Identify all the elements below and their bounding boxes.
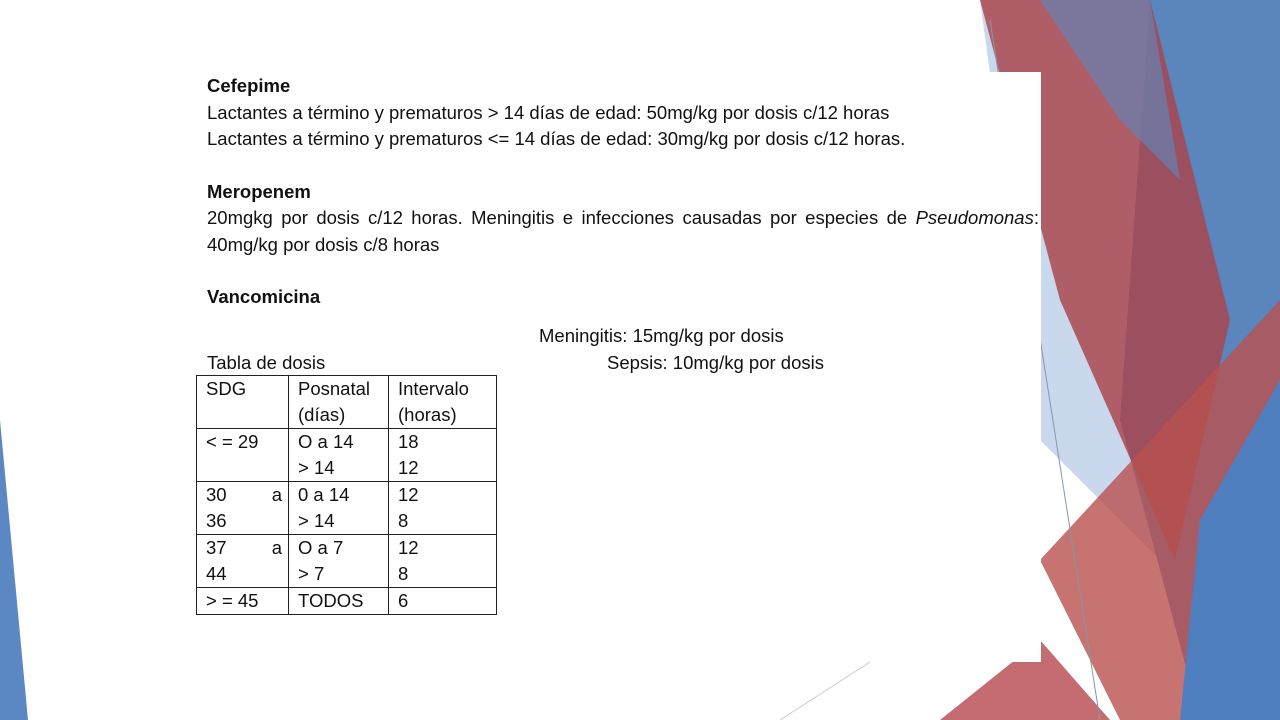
sdg-value-end: 44	[206, 562, 227, 584]
posnatal-cell	[289, 587, 389, 614]
intervalo-value: 12	[398, 483, 419, 505]
dose-sepsis: Sepsis: 10mg/kg por dosis	[607, 351, 824, 373]
cefepime-line-2: Lactantes a término y prematuros <= 14 días de edad: 30mg/kg por dosis c/12 horas.	[207, 128, 906, 149]
cefepime-title: Cefepime	[207, 75, 291, 96]
sdg-value: < = 29	[206, 430, 259, 452]
posnatal-cell	[289, 481, 389, 534]
table-row	[197, 534, 497, 587]
dose-meningitis: Meningitis: 15mg/kg por dosis	[539, 324, 784, 346]
cefepime-line-1: Lactantes a término y prematuros > 14 días de edad: 50mg/kg por dosis c/12 horas	[207, 101, 890, 123]
sdg-range-start	[206, 535, 282, 561]
dosage-table	[196, 375, 497, 615]
decor-line-2	[780, 662, 870, 720]
header-intervalo-unit: (horas)	[398, 403, 457, 425]
header-posnatal	[289, 375, 389, 428]
posnatal-value: TODOS	[298, 589, 364, 611]
table-row	[197, 587, 497, 614]
sdg-cell	[197, 534, 289, 587]
sdg-value: 30	[206, 483, 227, 505]
header-posnatal-unit: (días)	[298, 403, 346, 425]
table-row	[197, 481, 497, 534]
sdg-range-start	[206, 482, 282, 508]
header-intervalo	[389, 375, 497, 428]
intervalo-value: 18	[398, 430, 419, 452]
intervalo-cell	[389, 428, 497, 481]
table-row	[197, 428, 497, 481]
posnatal-value: > 14	[298, 509, 335, 531]
header-intervalo-text: Intervalo	[398, 377, 469, 399]
document-page	[193, 72, 1041, 662]
intervalo-cell	[389, 534, 497, 587]
posnatal-cell	[289, 428, 389, 481]
sdg-connector: a	[271, 483, 282, 505]
sdg-cell	[197, 481, 289, 534]
meropenem-text-part1: 20mgkg por dosis c/12 horas. Meningitis e infecciones causadas por especies de	[207, 207, 916, 228]
posnatal-value: O a 14	[298, 430, 354, 452]
posnatal-value: O a 7	[298, 536, 344, 558]
intervalo-cell	[389, 481, 497, 534]
posnatal-cell	[289, 534, 389, 587]
sdg-cell	[197, 587, 289, 614]
intervalo-value: 12	[398, 536, 419, 558]
header-posnatal-text: Posnatal	[298, 377, 370, 399]
sdg-value: 37	[206, 536, 227, 558]
intervalo-value: 8	[398, 509, 409, 531]
meropenem-text-part2: : 40mg/kg por dosis c/8 horas	[207, 207, 1039, 255]
meropenem-title: Meropenem	[207, 180, 311, 202]
header-sdg-text: SDG	[206, 377, 247, 399]
table-header-row	[197, 375, 497, 428]
sdg-connector: a	[271, 536, 282, 558]
intervalo-value: 8	[398, 562, 409, 584]
meropenem-text-italic: Pseudomonas	[915, 207, 1034, 228]
table-caption: Tabla de dosis	[207, 351, 326, 373]
sdg-value: > = 45	[206, 589, 259, 611]
meropenem-text	[207, 205, 1039, 258]
sdg-cell	[197, 428, 289, 481]
vancomicina-title: Vancomicina	[207, 286, 321, 307]
intervalo-cell	[389, 587, 497, 614]
posnatal-value: 0 a 14	[298, 483, 350, 505]
left-blue-shape	[0, 420, 28, 720]
posnatal-value: > 7	[298, 562, 325, 584]
posnatal-value: > 14	[298, 456, 335, 478]
intervalo-value: 12	[398, 456, 419, 478]
vancomicina-section	[207, 311, 1039, 631]
header-sdg	[197, 375, 289, 428]
intervalo-value: 6	[398, 589, 409, 611]
sdg-value-end: 36	[206, 509, 227, 531]
